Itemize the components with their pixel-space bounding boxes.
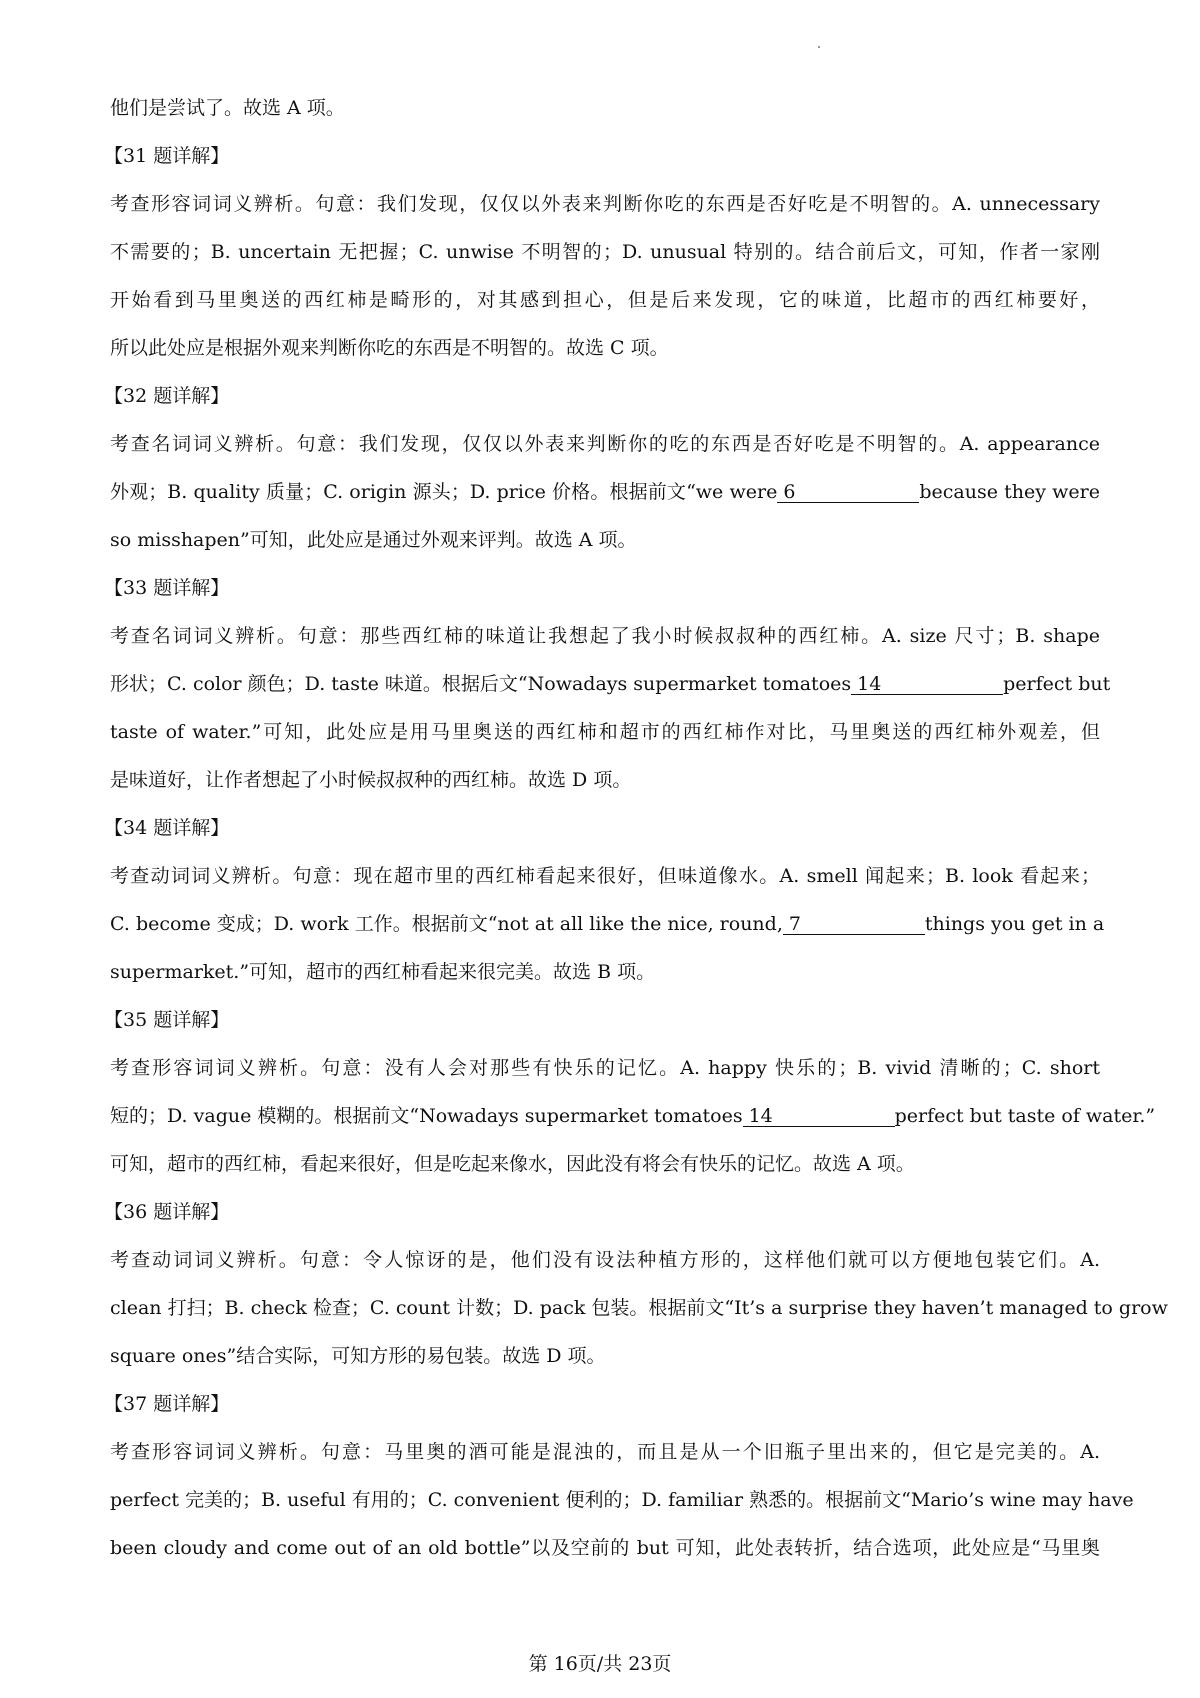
paragraph-line: 考查名词词义辨析。句意：我们发现，仅仅以外表来判断你的吃的东西是否好吃是不明智的。A. appearance	[110, 433, 1100, 455]
line-text-before: C. become 变成；D. work 工作。根据前文“not at all like the nice, round,	[110, 913, 783, 935]
paragraph-line: 是味道好，让作者想起了小时候叔叔种的西红柿。故选 D 项。	[110, 769, 632, 791]
paragraph-line	[110, 912, 1105, 936]
paragraph-line: 不需要的；B. uncertain 无把握；C. unwise 不明智的；D. unusual 特别的。结合前后文，可知，作者一家刚	[110, 241, 1100, 263]
paragraph-line: so misshapen”可知，此处应是通过外观来评判。故选 A 项。	[110, 529, 637, 551]
line-text-after: because they were	[919, 481, 1100, 503]
paragraph-line: 开始看到马里奥送的西红柿是畸形的，对其感到担心，但是后来发现，它的味道，比超市的西红柿要好，	[110, 289, 1100, 311]
paragraph-line: 考查动词词义辨析。句意：现在超市里的西红柿看起来很好，但味道像水。A. smell 闻起来；B. look 看起来；	[110, 865, 1100, 887]
paragraph-line: 所以此处应是根据外观来判断你吃的东西是不明智的。故选 C 项。	[110, 337, 669, 359]
line-text-before: 外观；B. quality 质量；C. origin 源头；D. price 价格。根据前文“we were	[110, 481, 778, 503]
paragraph-line: 考查动词词义辨析。句意：令人惊讶的是，他们没有设法种植方形的，这样他们就可以方便地包装它们。A.	[110, 1249, 1100, 1271]
paragraph-line: supermarket.”可知，超市的西红柿看起来很完美。故选 B 项。	[110, 961, 656, 983]
paragraph-line: 他们是尝试了。故选 A 项。	[110, 97, 345, 119]
paragraph-line: square ones”结合实际，可知方形的易包装。故选 D 项。	[110, 1345, 606, 1367]
paragraph-line	[110, 1104, 1156, 1128]
paragraph-line: 考查形容词词义辨析。句意：没有人会对那些有快乐的记忆。A. happy 快乐的；B. vivid 清晰的；C. short	[110, 1057, 1100, 1079]
paragraph-line: been cloudy and come out of an old bottle”以及空前的 but 可知，此处表转折，结合选项，此处应是“马里奥	[110, 1537, 1100, 1559]
paragraph-line: 考查形容词词义辨析。句意：马里奥的酒可能是混浊的，而且是从一个旧瓶子里出来的，但它是完美的。A.	[110, 1441, 1100, 1463]
paragraph-line	[110, 480, 1100, 504]
line-text-after: perfect but	[1003, 673, 1111, 695]
paragraph-line: 考查形容词词义辨析。句意：我们发现，仅仅以外表来判断你吃的东西是否好吃是不明智的。A. unnecessary	[110, 193, 1100, 215]
section-heading: 【36 题详解】	[104, 1201, 230, 1223]
line-text-after: things you get in a	[924, 913, 1105, 935]
line-text-after: perfect but taste of water.”	[894, 1105, 1156, 1127]
section-heading: 【31 题详解】	[104, 145, 230, 167]
paragraph-line: 考查名词词义辨析。句意：那些西红柿的味道让我想起了我小时候叔叔种的西红柿。A. size 尺寸；B. shape	[110, 625, 1100, 647]
scan-speck	[818, 46, 820, 48]
section-heading: 【33 题详解】	[104, 577, 230, 599]
paragraph-line	[110, 672, 1111, 696]
document-body	[104, 96, 1168, 1584]
section-heading: 【35 题详解】	[104, 1009, 230, 1031]
paragraph-line: perfect 完美的；B. useful 有用的；C. convenient 便利的；D. familiar 熟悉的。根据前文“Mario’s wine may have	[110, 1489, 1134, 1511]
section-heading: 【34 题详解】	[104, 817, 230, 839]
fill-in-blank: 7	[783, 914, 925, 935]
fill-in-blank: 14	[743, 1106, 895, 1127]
page-footer: 第 16页/共 23页	[528, 1653, 672, 1675]
line-text-before: 短的；D. vague 模糊的。根据前文“Nowadays supermarket tomatoes	[110, 1105, 743, 1127]
line-text-before: 形状；C. color 颜色；D. taste 味道。根据后文“Nowadays supermarket tomatoes	[110, 673, 852, 695]
section-heading: 【32 题详解】	[104, 385, 230, 407]
fill-in-blank: 6	[777, 482, 919, 503]
paragraph-line: 可知，超市的西红柿，看起来很好，但是吃起来像水，因此没有将会有快乐的记忆。故选 A 项。	[110, 1153, 915, 1175]
paragraph-line: taste of water.”可知，此处应是用马里奥送的西红柿和超市的西红柿作对比，马里奥送的西红柿外观差，但	[110, 721, 1100, 743]
section-heading: 【37 题详解】	[104, 1393, 230, 1415]
paragraph-line: clean 打扫；B. check 检查；C. count 计数；D. pack 包装。根据前文“It’s a surprise they haven’t managed to grow	[110, 1297, 1168, 1319]
fill-in-blank: 14	[851, 674, 1003, 695]
